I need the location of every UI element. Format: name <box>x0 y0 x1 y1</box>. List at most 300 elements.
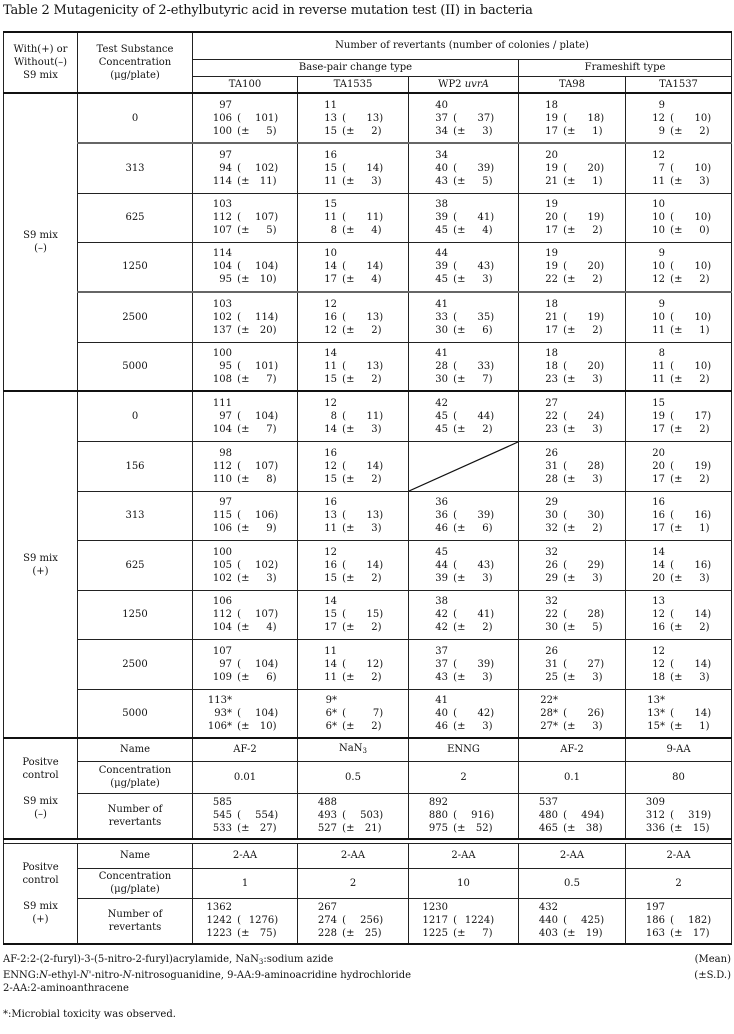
control-substance-name <box>193 738 298 761</box>
plate-count: 94 <box>219 162 232 174</box>
plate-count: 8 <box>330 410 337 422</box>
substance-name: AF-2 <box>233 744 257 756</box>
plate-line <box>639 273 731 286</box>
control-substance-name <box>519 738 626 761</box>
plate-count: 14 <box>324 423 337 435</box>
sd-value: 2 <box>699 622 706 633</box>
mean-value: 13 <box>366 360 380 372</box>
sd-wrap: (± 5) <box>560 622 603 633</box>
plate-count: 106 <box>212 112 232 124</box>
plate-count: 97 <box>219 410 232 422</box>
plate-count: 7 <box>658 162 665 174</box>
sd-value: 4 <box>371 274 378 286</box>
base-pair-header: Base-pair change type <box>193 59 519 76</box>
concentration-cell: 313 <box>78 491 193 540</box>
sd-wrap: (± 1) <box>667 523 710 534</box>
mean-wrap: ( 13) <box>339 510 384 521</box>
mean-wrap: ( 14) <box>339 162 384 174</box>
plate-line <box>422 175 518 188</box>
sd-value: 27 <box>259 823 273 835</box>
plate-line <box>422 373 518 386</box>
mean-wrap: ( 41) <box>450 212 495 223</box>
strain-header-ta100: TA100 <box>193 76 298 93</box>
plate-count: 36 <box>435 510 448 521</box>
plate-line <box>422 125 518 138</box>
plate-line <box>639 595 731 608</box>
plate-count: 22 <box>545 274 558 286</box>
plate-line <box>532 572 625 585</box>
mean-wrap: ( 44) <box>450 410 495 422</box>
group-label-line: (–) <box>34 809 47 820</box>
group-label-line: S9 mix <box>23 900 58 912</box>
concentration-cell: 1250 <box>78 590 193 639</box>
plate-line <box>422 324 518 337</box>
substance-name: 2-AA <box>451 850 476 861</box>
plate-count: 267 <box>317 902 337 914</box>
concentration-label <box>78 761 193 793</box>
plate-line <box>422 273 518 286</box>
plate-count: 15 <box>324 125 337 137</box>
plate-count: 11 <box>652 373 665 385</box>
mean-value: 10 <box>694 360 708 372</box>
sd-value: 3 <box>592 720 599 732</box>
plate-line <box>532 914 625 927</box>
plate-line <box>311 914 408 927</box>
revertant-cell <box>193 441 298 491</box>
plate-count: 18 <box>545 360 558 372</box>
substance-name: NaN <box>339 742 363 754</box>
plate-line <box>639 608 731 621</box>
revertant-cell <box>519 590 626 639</box>
plate-line <box>311 546 408 559</box>
mean-wrap: ( 39) <box>450 510 495 521</box>
sd-wrap: (± 3) <box>560 423 603 435</box>
plate-line <box>206 125 297 138</box>
plate-line <box>206 671 297 684</box>
revertant-cell <box>409 898 519 944</box>
plate-line <box>206 460 297 473</box>
table-row <box>4 441 732 491</box>
control-concentration: 2 <box>298 868 409 898</box>
group-label-line: (+) <box>32 913 49 925</box>
revertant-cell <box>298 793 409 839</box>
plate-line <box>206 608 297 621</box>
plate-line <box>311 125 408 138</box>
revertants-label <box>78 793 193 839</box>
control-substance-name <box>409 738 519 761</box>
plate-line <box>206 273 297 286</box>
mean-wrap: ( 14) <box>339 261 384 273</box>
plate-line <box>206 198 297 211</box>
table-row <box>4 242 732 292</box>
plate-count: 26 <box>545 645 558 657</box>
header-line: (μg/plate) <box>110 70 160 81</box>
label-line: revertants <box>108 816 162 828</box>
mean-value: 42 <box>477 707 491 719</box>
label-line: (μg/plate) <box>110 778 160 789</box>
plate-line <box>639 99 731 112</box>
strain-italic: uvrA <box>464 78 489 90</box>
plate-count: 114 <box>212 175 232 187</box>
mean-value: 41 <box>477 609 491 620</box>
sd-value: 3 <box>592 572 599 584</box>
mean-wrap: ( 43) <box>450 261 495 273</box>
plate-count: 9 <box>658 248 665 260</box>
group-label-line <box>4 887 77 900</box>
sd-wrap: (± 5) <box>450 175 493 187</box>
plate-line <box>532 347 625 360</box>
plate-line <box>639 447 731 460</box>
sd-wrap: (± 2) <box>667 274 710 286</box>
table-row <box>4 868 732 898</box>
plate-count: 18 <box>545 347 558 359</box>
mean-value: 19 <box>694 460 708 472</box>
plate-count: 12 <box>324 298 337 310</box>
sd-wrap: (± 4) <box>234 622 277 633</box>
plate-count: 17 <box>324 622 337 633</box>
sd-wrap: (± 3) <box>560 373 603 385</box>
sd-value: 15 <box>692 823 706 835</box>
mean-wrap: ( 39) <box>450 658 495 670</box>
plate-line <box>422 720 518 733</box>
group-label-line: S9 mix <box>23 796 58 807</box>
plate-count: 107 <box>212 225 232 236</box>
plate-line <box>532 720 625 733</box>
plate-count: 13* <box>647 694 665 706</box>
mean-value: 20 <box>587 261 601 273</box>
plate-line <box>206 559 297 572</box>
plate-count: 186 <box>645 915 665 927</box>
plate-line <box>311 298 408 311</box>
strain-header-ta1537: TA1537 <box>626 76 732 93</box>
label-line: Concentration <box>98 765 172 776</box>
plate-line <box>639 247 731 260</box>
sd-legend: (±S.D.) <box>694 970 731 981</box>
plate-count: 26 <box>545 447 558 459</box>
revertant-cell <box>626 441 732 491</box>
revertants-header: Number of revertants (number of colonies / plate) <box>193 32 732 59</box>
plate-count: 228 <box>317 928 337 940</box>
plate-line <box>311 260 408 273</box>
plate-count: 17 <box>652 423 665 435</box>
plate-line <box>422 822 518 835</box>
mean-value: 10 <box>694 162 708 174</box>
plate-count: 29 <box>545 497 558 508</box>
sd-value: 75 <box>259 928 273 940</box>
sd-wrap: (± 2) <box>667 125 710 137</box>
mean-value: 319 <box>688 810 708 822</box>
plate-count: 312 <box>645 810 665 822</box>
sd-wrap: (± 2) <box>339 125 382 137</box>
plate-count: 1217 <box>422 915 448 927</box>
mean-value: 39 <box>477 162 491 174</box>
footnote-line <box>3 969 731 982</box>
control-substance-name <box>626 738 732 761</box>
sd-value: 3 <box>482 720 489 732</box>
group-label-line: S9 mix <box>23 552 58 564</box>
control-concentration: 0.01 <box>193 761 298 793</box>
table-row <box>4 590 732 639</box>
mean-wrap: ( 41) <box>450 609 495 620</box>
plate-count: 493 <box>317 810 337 822</box>
plate-line <box>422 99 518 112</box>
sd-value: 7 <box>482 373 489 385</box>
plate-count: 18 <box>545 99 558 111</box>
mean-wrap: ( 182) <box>667 915 712 927</box>
plate-count: 112 <box>212 460 232 472</box>
plate-count: 440 <box>538 915 558 927</box>
revertant-cell <box>298 242 409 292</box>
plate-count: 432 <box>538 902 558 914</box>
mean-wrap: ( 16) <box>667 559 712 571</box>
plate-line <box>639 658 731 671</box>
mean-wrap: ( 43) <box>450 559 495 571</box>
plate-line <box>639 373 731 386</box>
concentration-header <box>78 32 193 93</box>
revertant-cell <box>409 242 519 292</box>
plate-count: 17 <box>545 125 558 137</box>
plate-line <box>311 496 408 509</box>
plate-line <box>422 162 518 175</box>
header-line: Without(–) <box>13 57 68 68</box>
plate-line <box>422 927 518 940</box>
plate-count: 14 <box>652 559 665 571</box>
sd-wrap: (± 3) <box>667 175 710 187</box>
sd-value: 21 <box>364 823 378 835</box>
mean-wrap: ( 494) <box>560 810 605 822</box>
plate-count: 39 <box>435 212 448 223</box>
plate-count: 17 <box>545 225 558 236</box>
plate-line <box>532 671 625 684</box>
plate-count: 27* <box>540 720 558 732</box>
footnote-line: *:Microbial toxicity was observed. <box>3 1009 176 1020</box>
revertant-cell <box>298 689 409 738</box>
table-row <box>4 491 732 540</box>
control-concentration: 2 <box>626 868 732 898</box>
mean-wrap: ( 37) <box>450 112 495 124</box>
plate-line <box>206 211 297 224</box>
plate-line <box>532 224 625 237</box>
plate-line <box>206 112 297 125</box>
plate-line <box>639 175 731 188</box>
plate-line <box>311 822 408 835</box>
plate-line <box>532 423 625 436</box>
plate-count: 10 <box>652 311 665 323</box>
revertant-cell <box>298 540 409 590</box>
table-row <box>4 843 732 868</box>
plate-count: 110 <box>212 473 232 485</box>
mean-value: 10 <box>694 112 708 124</box>
revertant-cell <box>626 898 732 944</box>
plate-count: 11 <box>324 671 337 683</box>
mean-wrap: ( 11) <box>339 212 384 223</box>
plate-line <box>206 423 297 436</box>
plate-count: 11 <box>324 99 337 111</box>
plate-count: 46 <box>435 720 448 732</box>
sd-value: 2 <box>371 572 378 584</box>
plate-line <box>532 658 625 671</box>
plate-line <box>206 509 297 522</box>
plate-line <box>311 162 408 175</box>
plate-line <box>206 224 297 237</box>
revertant-cell <box>626 242 732 292</box>
plate-count: 18 <box>545 298 558 310</box>
table-row <box>4 292 732 342</box>
plate-line <box>532 260 625 273</box>
substance-name: 2-AA <box>559 850 585 861</box>
sd-wrap: (± 3) <box>450 720 493 732</box>
mean-wrap: ( 20) <box>560 360 605 372</box>
mean-wrap: ( 39) <box>450 162 495 174</box>
plate-line <box>639 694 731 707</box>
plate-line <box>311 927 408 940</box>
mean-wrap: ( 10) <box>667 261 712 273</box>
plate-count: 13 <box>324 112 337 124</box>
concentration-cell: 2500 <box>78 639 193 689</box>
revertant-cell <box>626 93 732 143</box>
not-tested-cell <box>409 441 519 491</box>
table-row <box>4 143 732 193</box>
plate-line <box>422 410 518 423</box>
mean-wrap: ( 16) <box>667 510 712 521</box>
group-label-line: (+) <box>32 565 49 577</box>
plate-line <box>206 707 297 720</box>
plate-count: 975 <box>428 823 448 835</box>
sd-wrap: (± 1) <box>667 720 710 732</box>
plate-count: 111 <box>212 397 232 409</box>
plate-count: 137 <box>212 324 232 336</box>
mean-wrap: ( 104) <box>234 707 279 719</box>
table-row <box>4 540 732 590</box>
plate-count: 19 <box>545 112 558 124</box>
sd-wrap: (± 1) <box>667 324 710 336</box>
plate-count: 97 <box>219 658 232 670</box>
control-concentration: 0.1 <box>519 761 626 793</box>
revertant-cell <box>409 491 519 540</box>
mean-wrap: ( 425) <box>560 915 605 927</box>
mean-wrap: ( 19) <box>560 311 605 323</box>
plate-count: 21 <box>545 311 558 323</box>
diagonal-slash-icon <box>409 442 518 491</box>
label-line: Concentration <box>98 871 172 882</box>
sd-wrap: (± 3) <box>450 671 493 683</box>
sd-value: 7 <box>266 423 273 435</box>
sd-value: 5 <box>266 125 273 137</box>
sd-wrap: (± 7) <box>450 928 493 940</box>
plate-line <box>422 522 518 535</box>
revertant-cell <box>519 540 626 590</box>
table-row <box>4 898 732 944</box>
footnote-italic: N <box>39 970 48 981</box>
plate-line <box>206 694 297 707</box>
sd-value: 19 <box>585 928 599 940</box>
plate-count: 11 <box>324 360 337 372</box>
plate-count: 39 <box>435 261 448 273</box>
revertant-cell <box>519 391 626 441</box>
sd-value: 2 <box>371 373 378 385</box>
revertant-cell <box>519 689 626 738</box>
plate-count: 19 <box>652 410 665 422</box>
revertant-cell <box>409 540 519 590</box>
mean-value: 33 <box>477 360 491 372</box>
mean-wrap: ( 10) <box>667 212 712 223</box>
plate-line <box>532 645 625 658</box>
plate-line <box>206 473 297 486</box>
table-row <box>4 391 732 441</box>
mean-wrap: ( 24) <box>560 410 605 422</box>
plate-count: 39 <box>435 572 448 584</box>
plate-line <box>639 671 731 684</box>
plate-line <box>639 347 731 360</box>
plate-line <box>422 149 518 162</box>
mean-value: 102 <box>255 162 275 174</box>
plate-line <box>532 247 625 260</box>
group-label-line: Positve <box>22 861 59 873</box>
plate-count: 28* <box>540 707 558 719</box>
plate-line <box>422 224 518 237</box>
plate-count: 115 <box>212 510 232 521</box>
plate-line <box>206 347 297 360</box>
plate-count: 45 <box>435 410 448 422</box>
revertant-cell <box>519 441 626 491</box>
plate-count: 19 <box>545 162 558 174</box>
mean-wrap: ( 28) <box>560 460 605 472</box>
control-concentration: 0.5 <box>519 868 626 898</box>
s9-header <box>4 32 78 93</box>
sd-wrap: (± 2) <box>339 671 382 683</box>
plate-line <box>206 149 297 162</box>
mean-legend: (Mean) <box>694 954 731 965</box>
plate-line <box>206 175 297 188</box>
plate-count: 20 <box>652 572 665 584</box>
revertant-cell <box>519 491 626 540</box>
plate-line <box>311 198 408 211</box>
sd-wrap: (± 6) <box>450 324 493 336</box>
group-label-line: (–) <box>34 243 47 254</box>
plate-line <box>311 671 408 684</box>
mean-wrap: ( 19) <box>560 212 605 223</box>
plate-line <box>311 460 408 473</box>
plate-count: 20 <box>545 149 558 161</box>
sd-wrap: (± 7) <box>450 373 493 385</box>
sd-wrap: (± 2) <box>339 373 382 385</box>
mean-value: 43 <box>477 261 491 273</box>
plate-count: 38 <box>435 596 448 607</box>
plate-line <box>311 397 408 410</box>
sd-wrap: (± 3) <box>667 671 710 683</box>
plate-line <box>422 559 518 572</box>
sd-wrap: (± 2) <box>560 274 603 286</box>
plate-count: 15 <box>324 473 337 485</box>
plate-count: 28 <box>545 473 558 485</box>
plate-line <box>422 423 518 436</box>
plate-line <box>206 298 297 311</box>
plate-count: 100 <box>212 347 232 359</box>
s9-group-label <box>4 738 78 839</box>
plate-count: 105 <box>212 559 232 571</box>
plate-line <box>311 809 408 822</box>
plate-count: 37 <box>435 645 448 657</box>
sd-value: 3 <box>371 175 378 187</box>
mean-value: 14 <box>694 609 708 620</box>
sd-wrap: (± 25) <box>339 928 382 940</box>
concentration-cell: 5000 <box>78 342 193 391</box>
plate-line <box>422 707 518 720</box>
plate-line <box>422 198 518 211</box>
sd-wrap: (± 2) <box>560 324 603 336</box>
mean-value: 15 <box>366 609 380 620</box>
control-concentration: 2 <box>409 761 519 793</box>
